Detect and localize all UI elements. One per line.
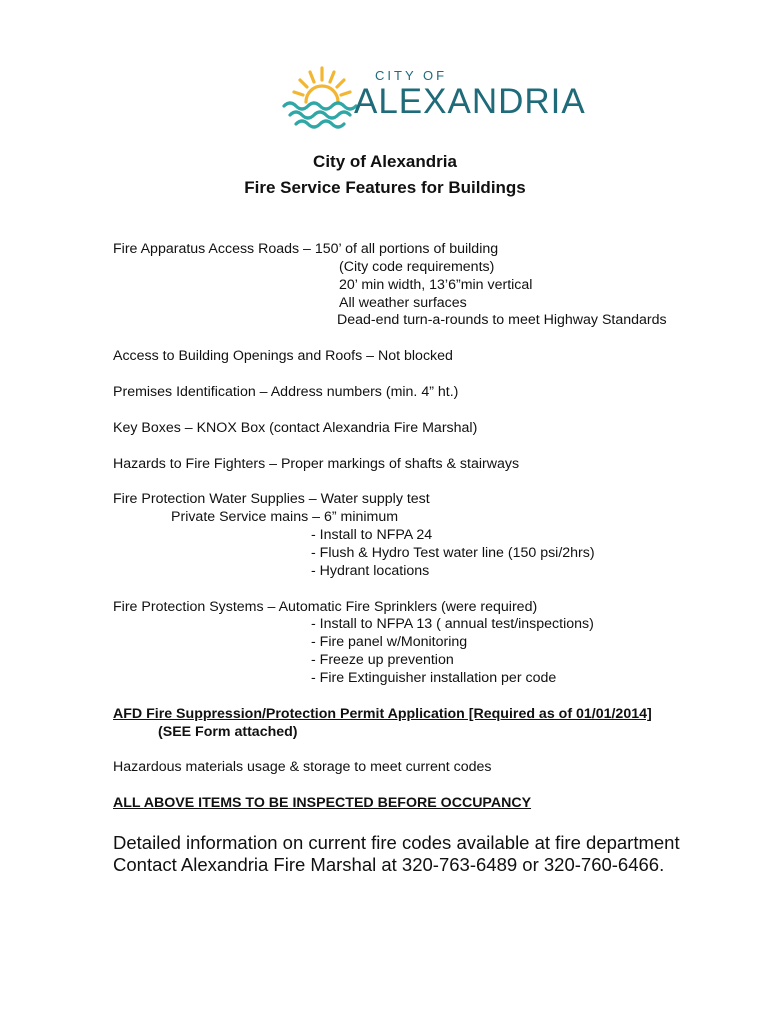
openings-line: Access to Building Openings and Roofs – Not blocked <box>113 348 453 364</box>
water-item: - Flush & Hydro Test water line (150 psi/2hrs) <box>311 545 595 561</box>
access-roads-detail: 20’ min width, 13’6”min vertical <box>339 277 533 293</box>
inspect-line: ALL ABOVE ITEMS TO BE INSPECTED BEFORE OCCUPANCY <box>113 795 532 811</box>
city-logo <box>280 64 586 130</box>
water-item: - Hydrant locations <box>311 563 430 579</box>
access-roads-detail: Dead-end turn-a-rounds to meet Highway Standards <box>337 312 667 328</box>
water-title: Fire Protection Water Supplies – Water supply test <box>113 491 430 507</box>
systems-title: Fire Protection Systems – Automatic Fire Sprinklers (were required) <box>113 599 538 615</box>
systems-item: - Freeze up prevention <box>311 652 454 668</box>
key-boxes-line: Key Boxes – KNOX Box (contact Alexandria Fire Marshal) <box>113 420 478 436</box>
doc-title: City of Alexandria <box>313 152 457 171</box>
systems-item: - Install to NFPA 13 ( annual test/inspections) <box>311 616 594 632</box>
premises-line: Premises Identification – Address numbers (min. 4” ht.) <box>113 384 459 400</box>
systems-item: - Fire panel w/Monitoring <box>311 634 468 650</box>
water-item: - Install to NFPA 24 <box>311 527 433 543</box>
doc-subtitle: Fire Service Features for Buildings <box>244 178 526 197</box>
permit-title: AFD Fire Suppression/Protection Permit Application [Required as of 01/01/2014] <box>113 706 652 722</box>
logo-alexandria: ALEXANDRIA <box>354 82 586 121</box>
access-roads-title: Fire Apparatus Access Roads – 150’ of all portions of building <box>113 241 499 257</box>
systems-item: - Fire Extinguisher installation per code <box>311 670 557 686</box>
closing-line-2: Contact Alexandria Fire Marshal at 320-763-6489 or 320-760-6466. <box>113 854 665 875</box>
sun-wave-icon <box>280 64 360 130</box>
permit-note: (SEE Form attached) <box>158 724 298 740</box>
water-mains: Private Service mains – 6” minimum <box>171 509 399 525</box>
access-roads-detail: All weather surfaces <box>339 295 467 311</box>
access-roads-detail: (City code requirements) <box>339 259 495 275</box>
logo-city-of: CITY OF <box>375 68 448 83</box>
hazards-line: Hazards to Fire Fighters – Proper markings of shafts & stairways <box>113 456 520 472</box>
hazmat-line: Hazardous materials usage & storage to meet current codes <box>113 759 492 775</box>
closing-line-1: Detailed information on current fire codes available at fire department <box>113 832 680 853</box>
